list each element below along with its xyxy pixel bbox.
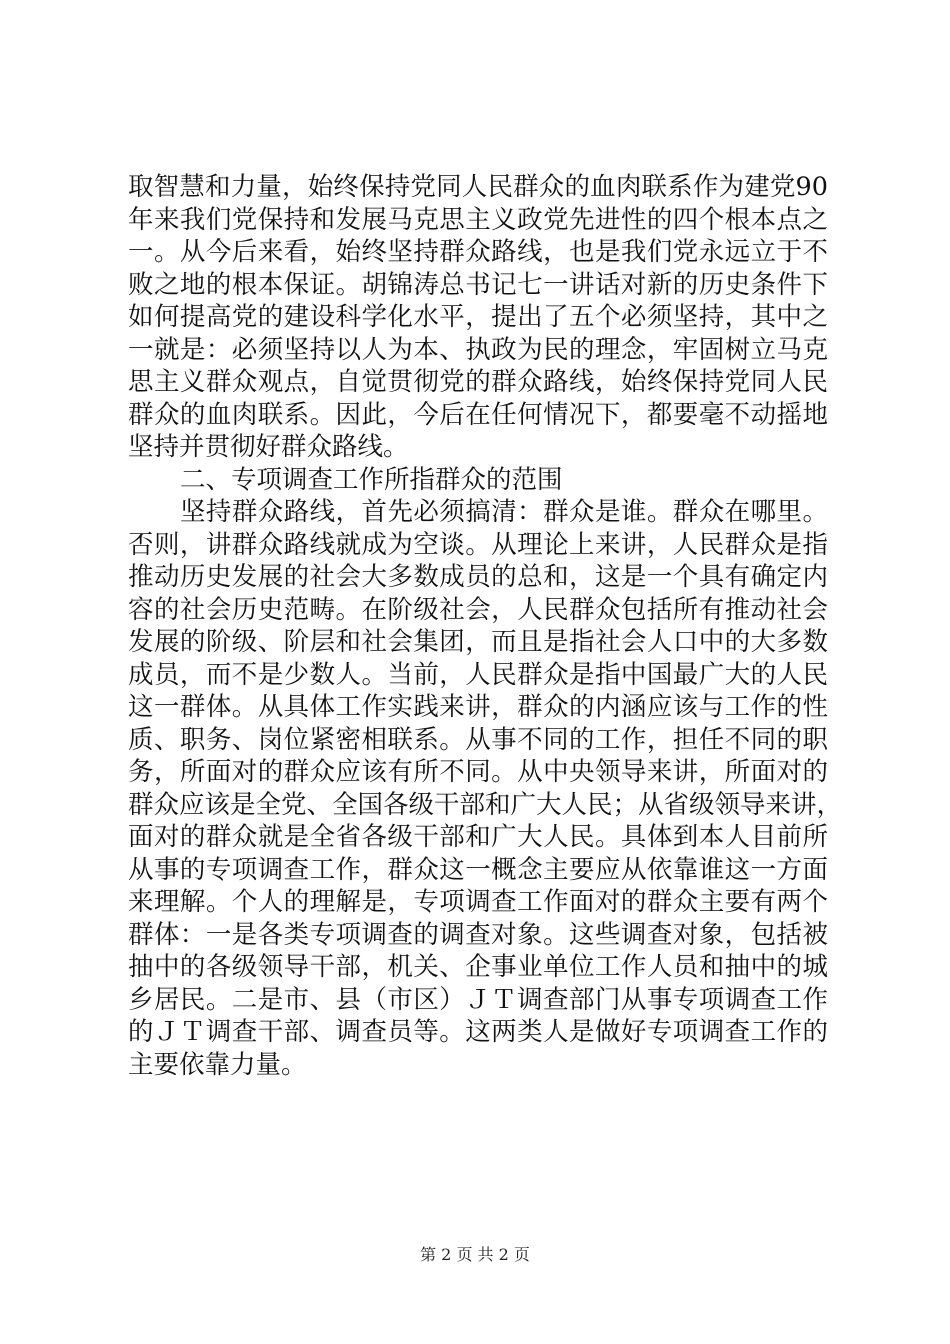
text-line: 坚持群众路线，首先必须搞清：群众是谁。群众在哪里。 bbox=[180, 497, 828, 527]
paragraph-continuation bbox=[128, 171, 828, 464]
text-line: 主要依靠力量。 bbox=[128, 1049, 307, 1080]
text-line: 如何提高党的建设科学化水平，提出了五个必须坚持，其中之 bbox=[128, 302, 828, 332]
text-line: 推动历史发展的社会大多数成员的总和，这是一个具有确定内 bbox=[128, 562, 828, 592]
text-line: 面对的群众就是全省各级干部和广大人民。具体到本人目前所 bbox=[128, 822, 828, 852]
text-line: 群体：一是各类专项调查的调查对象。这些调查对象，包括被 bbox=[128, 919, 828, 950]
text-line: 乡居民。二是市、县（市区）ＪＴ调查部门从事专项调查工作 bbox=[128, 984, 828, 1015]
text-line: 败之地的根本保证。胡锦涛总书记七一讲话对新的历史条件下 bbox=[128, 269, 828, 300]
text-line: 容的社会历史范畴。在阶级社会，人民群众包括所有推动社会 bbox=[128, 594, 828, 625]
text-line: 思主义群众观点，自觉贯彻党的群众路线，始终保持党同人民 bbox=[128, 367, 828, 397]
text-line: 成员，而不是少数人。当前，人民群众是指中国最广大的人民 bbox=[128, 659, 828, 690]
text-line: 坚持并贯彻好群众路线。 bbox=[128, 432, 409, 462]
text-line: 质、职务、岗位紧密相联系。从事不同的工作，担任不同的职 bbox=[128, 724, 828, 755]
page-footer: 第 2 页 共 2 页 bbox=[420, 1245, 530, 1264]
text-line: 发展的阶级、阶层和社会集团，而且是指社会人口中的大多数 bbox=[128, 627, 828, 657]
document-body bbox=[128, 171, 843, 1081]
text-line: 取智慧和力量，始终保持党同人民群众的血肉联系作为建党90 bbox=[128, 172, 828, 202]
text-line: 这一群体。从具体工作实践来讲，群众的内涵应该与工作的性 bbox=[128, 692, 828, 722]
paragraph-group-scope bbox=[128, 496, 843, 1081]
text-line: 否则，讲群众路线就成为空谈。从理论上来讲，人民群众是指 bbox=[128, 529, 828, 560]
text-line: 抽中的各级领导干部，机关、企事业单位工作人员和抽中的城 bbox=[128, 952, 828, 982]
text-line: 群众的血肉联系。因此，今后在任何情况下，都要毫不动摇地 bbox=[128, 399, 828, 430]
section-heading: 二、专项调查工作所指群众的范围 bbox=[180, 464, 563, 495]
text-line: 务，所面对的群众应该有所不同。从中央领导来讲，所面对的 bbox=[128, 757, 828, 787]
text-line: 群众应该是全党、全国各级干部和广大人民；从省级领导来讲， bbox=[128, 789, 843, 820]
text-line: 来理解。个人的理解是，专项调查工作面对的群众主要有两个 bbox=[128, 887, 828, 917]
text-line: 从事的专项调查工作，群众这一概念主要应从依靠谁这一方面 bbox=[128, 854, 828, 885]
text-line: 一。从今后来看，始终坚持群众路线，也是我们党永远立于不 bbox=[128, 237, 828, 267]
text-line: 年来我们党保持和发展马克思主义政党先进性的四个根本点之 bbox=[128, 204, 828, 235]
text-line: 的ＪＴ调查干部、调查员等。这两类人是做好专项调查工作的 bbox=[128, 1017, 828, 1047]
text-line: 一就是：必须坚持以人为本、执政为民的理念，牢固树立马克 bbox=[128, 334, 828, 365]
